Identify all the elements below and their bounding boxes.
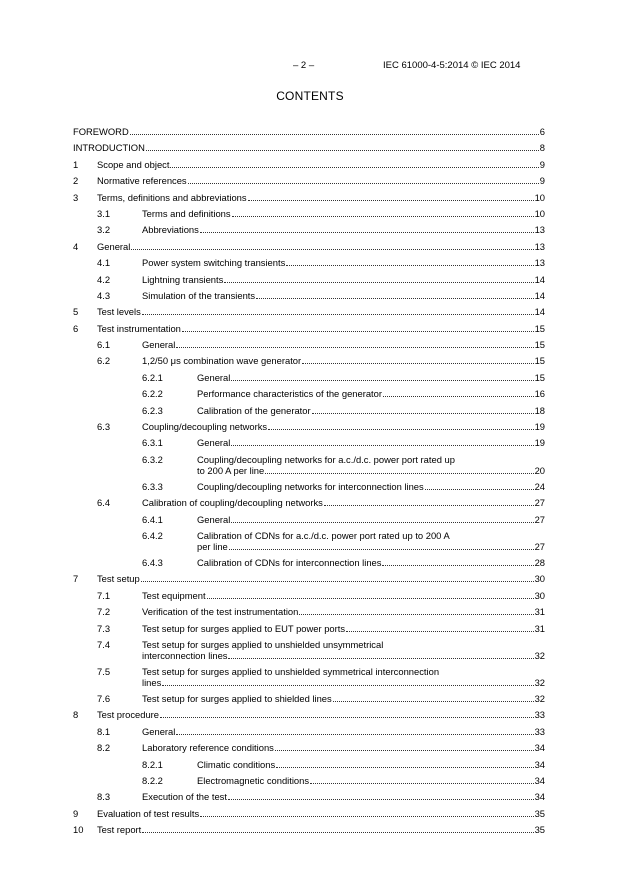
toc-entry-page: 34	[534, 774, 545, 786]
page-title: CONTENTS	[276, 89, 344, 103]
dot-leader	[207, 590, 534, 599]
toc-entry[interactable]	[73, 388, 545, 404]
dot-leader	[176, 726, 533, 735]
toc-entry[interactable]	[73, 224, 545, 240]
toc-entry-title: Execution of the test	[142, 791, 227, 803]
toc-entry-page: 30	[534, 573, 545, 585]
toc-entry-number: 8.1	[97, 725, 111, 737]
toc-entry-page: 9	[539, 175, 545, 187]
toc-entry-title-first-line: Calibration of CDNs for a.c./d.c. power port rated up to 200 A	[197, 529, 450, 541]
toc-entry-title: Coupling/decoupling networks for interconnection lines	[197, 480, 424, 492]
toc-entry-title: Scope and object	[97, 158, 170, 170]
toc-entry-number: 6.3.1	[142, 437, 163, 449]
page-number: – 2 –	[293, 60, 315, 71]
toc-entry-page: 19	[534, 421, 545, 433]
toc-entry-number: 6.4.3	[142, 556, 163, 568]
toc-entry-number: 6.4	[97, 497, 111, 509]
toc-entry-page: 28	[534, 556, 545, 568]
toc-entry[interactable]	[73, 355, 545, 371]
toc-entry[interactable]	[73, 339, 545, 355]
toc-entry-page: 13	[534, 257, 545, 269]
toc-entry-number: 7.2	[97, 606, 111, 618]
toc-entry-title: Lightning transients	[142, 273, 224, 285]
toc-entry-title: per line	[197, 540, 228, 552]
toc-entry-title: Calibration of the generator	[197, 404, 311, 416]
dot-leader	[232, 208, 534, 217]
toc-entry[interactable]	[73, 759, 545, 775]
toc-entry-page: 24	[534, 480, 545, 492]
dot-leader	[302, 355, 533, 364]
toc-entry[interactable]	[73, 824, 545, 840]
toc-entry-page: 35	[534, 807, 545, 819]
toc-entry-title: Abbreviations	[142, 224, 199, 236]
toc-entry[interactable]	[73, 159, 545, 175]
toc-entry-title: Electromagnetic conditions	[197, 774, 310, 786]
toc-entry[interactable]	[73, 775, 545, 791]
toc-entry-number: 4.1	[97, 257, 111, 269]
toc-entry-title: Simulation of the transients	[142, 289, 256, 301]
dot-leader	[188, 175, 539, 184]
toc-entry[interactable]	[73, 437, 545, 453]
toc-entry-title: Power system switching transients	[142, 257, 286, 269]
toc-entry-number: 5	[73, 306, 79, 318]
toc-entry[interactable]	[73, 126, 545, 142]
toc-entry-title: interconnection lines	[142, 649, 228, 661]
dot-leader	[141, 573, 534, 582]
dot-leader	[162, 677, 533, 686]
toc-entry-title: General	[97, 240, 131, 252]
dot-leader	[286, 257, 533, 266]
dot-leader	[248, 192, 534, 201]
toc-entry[interactable]	[73, 639, 545, 666]
dot-leader	[231, 437, 533, 446]
toc-entry[interactable]	[73, 791, 545, 807]
toc-entry-page: 32	[534, 649, 545, 661]
toc-entry-number: 8.2	[97, 742, 111, 754]
toc-entry-page: 20	[534, 464, 545, 476]
toc-entry-title: Terms, definitions and abbreviations	[97, 191, 247, 203]
toc-entry-page: 34	[534, 742, 545, 754]
toc-entry[interactable]	[73, 557, 545, 573]
toc-entry-number: 6.4.1	[142, 513, 163, 525]
toc-entry[interactable]	[73, 323, 545, 339]
toc-entry-title: 1,2/50 μs combination wave generator	[142, 355, 302, 367]
toc-entry[interactable]	[73, 808, 545, 824]
toc-entry-number: 4	[73, 240, 79, 252]
toc-entry-title: General	[197, 513, 231, 525]
toc-entry-page: 27	[534, 540, 545, 552]
toc-entry[interactable]	[73, 530, 545, 557]
toc-entry-number: 7.1	[97, 589, 111, 601]
toc-entry-page: 16	[534, 388, 545, 400]
toc-entry-page: 30	[534, 589, 545, 601]
toc-entry-title-first-line: Coupling/decoupling networks for a.c./d.c. power port rated up	[197, 453, 455, 465]
toc-entry-page: 10	[534, 191, 545, 203]
dot-leader	[265, 465, 533, 474]
dot-leader	[231, 514, 533, 523]
toc-entry-title: Calibration of coupling/decoupling networks	[142, 497, 323, 509]
toc-entry-number: 4.2	[97, 273, 111, 285]
dot-leader	[228, 650, 533, 659]
toc-entry[interactable]	[73, 421, 545, 437]
toc-entry[interactable]	[73, 454, 545, 481]
toc-entry[interactable]	[73, 497, 545, 513]
toc-entry-number: 7.6	[97, 692, 111, 704]
toc-entry-title: Performance characteristics of the generator	[197, 388, 382, 400]
toc-entry-page: 6	[539, 126, 545, 137]
dot-leader	[256, 290, 533, 299]
toc-entry-title: Test instrumentation	[97, 322, 181, 334]
toc-entry-number: 3.2	[97, 224, 111, 236]
toc-entry[interactable]	[73, 175, 545, 191]
toc-entry-number: 7.5	[97, 665, 111, 677]
toc-entry-title: lines	[142, 676, 162, 688]
toc-entry-title: Normative references	[97, 175, 187, 187]
toc-entry-page: 19	[534, 437, 545, 449]
toc-entry[interactable]	[73, 709, 545, 725]
toc-entry-title: Test procedure	[97, 709, 160, 721]
toc-entry[interactable]	[73, 274, 545, 290]
toc-entry-page: 18	[534, 404, 545, 416]
dot-leader	[142, 824, 533, 833]
toc-entry-title: Test equipment	[142, 589, 206, 601]
toc-entry-title: FOREWORD	[73, 126, 129, 137]
toc-entry-page: 8	[539, 142, 545, 154]
toc-entry-number: 6.4.2	[142, 529, 163, 541]
toc-entry[interactable]	[73, 306, 545, 322]
dot-leader	[160, 709, 534, 718]
dot-leader	[146, 142, 539, 151]
toc-entry-number: 8.3	[97, 791, 111, 803]
toc-entry-page: 14	[534, 306, 545, 318]
dot-leader	[268, 421, 533, 430]
toc-entry-page: 31	[534, 622, 545, 634]
dot-leader	[324, 497, 534, 506]
dot-leader	[131, 241, 533, 250]
table-of-contents	[73, 126, 545, 840]
dot-leader	[382, 557, 533, 566]
toc-entry-title: Evaluation of test results	[97, 807, 200, 819]
dot-leader	[299, 606, 533, 615]
toc-entry-title-first-line: Test setup for surges applied to unshielded symmetrical interconnection	[142, 665, 440, 677]
toc-entry[interactable]	[73, 290, 545, 306]
toc-entry-page: 15	[534, 339, 545, 351]
toc-entry-page: 14	[534, 289, 545, 301]
dot-leader	[176, 339, 533, 348]
toc-entry-number: 6	[73, 322, 79, 334]
toc-entry-number: 6.1	[97, 339, 111, 351]
toc-entry-number: 6.3.3	[142, 480, 163, 492]
dot-leader	[333, 693, 534, 702]
toc-entry[interactable]	[73, 372, 545, 388]
dot-leader	[275, 742, 534, 751]
toc-entry-number: 7.4	[97, 638, 111, 650]
toc-entry-page: 9	[539, 158, 545, 170]
dot-leader	[346, 623, 534, 632]
toc-entry-title: to 200 A per line	[197, 464, 265, 476]
toc-entry-title: General	[142, 725, 176, 737]
toc-entry-number: 2	[73, 175, 79, 187]
toc-entry-page: 14	[534, 273, 545, 285]
toc-entry[interactable]	[73, 623, 545, 639]
toc-entry-page: 34	[534, 791, 545, 803]
toc-entry-number: 10	[73, 824, 84, 836]
dot-leader	[231, 372, 533, 381]
toc-entry-number: 6.2	[97, 355, 111, 367]
toc-entry-number: 7	[73, 573, 79, 585]
toc-entry-title: Test report	[97, 824, 142, 836]
dot-leader	[224, 274, 533, 283]
toc-entry[interactable]	[73, 726, 545, 742]
toc-entry[interactable]	[73, 693, 545, 709]
dot-leader	[200, 808, 533, 817]
dot-leader	[228, 791, 534, 800]
toc-entry-title: Laboratory reference conditions	[142, 742, 274, 754]
toc-entry-page: 32	[534, 676, 545, 688]
toc-entry[interactable]	[73, 192, 545, 208]
toc-entry-number: 8	[73, 709, 79, 721]
toc-entry[interactable]	[73, 742, 545, 758]
toc-entry-title: Climatic conditions	[197, 758, 276, 770]
toc-entry-number: 3	[73, 191, 79, 203]
toc-entry[interactable]	[73, 208, 545, 224]
toc-entry-number: 6.3	[97, 421, 111, 433]
toc-entry-title: General	[142, 339, 176, 351]
dot-leader	[425, 481, 534, 490]
toc-entry-number: 6.2.3	[142, 404, 163, 416]
toc-entry-title: Terms and definitions	[142, 207, 231, 219]
toc-entry-title: Test setup for surges applied to shielded lines	[142, 692, 332, 704]
toc-entry[interactable]	[73, 606, 545, 622]
toc-entry-page: 32	[534, 692, 545, 704]
toc-entry-page: 34	[534, 758, 545, 770]
toc-entry-number: 3.1	[97, 207, 111, 219]
toc-entry-page: 35	[534, 824, 545, 836]
toc-entry-title: General	[197, 437, 231, 449]
toc-entry-title: Calibration of CDNs for interconnection lines	[197, 556, 382, 568]
toc-entry-page: 15	[534, 322, 545, 334]
toc-entry-page: 31	[534, 606, 545, 618]
toc-entry-number: 7.3	[97, 622, 111, 634]
toc-entry[interactable]	[73, 405, 545, 421]
toc-entry[interactable]	[73, 257, 545, 273]
dot-leader	[310, 775, 534, 784]
toc-entry[interactable]	[73, 573, 545, 589]
dot-leader	[200, 224, 534, 233]
toc-entry-number: 6.3.2	[142, 453, 163, 465]
toc-entry-number: 8.2.2	[142, 774, 163, 786]
toc-entry-title: Test setup for surges applied to EUT power ports	[142, 622, 346, 634]
toc-entry-title: INTRODUCTION	[73, 142, 145, 154]
toc-entry-title: General	[197, 371, 231, 383]
toc-entry-number: 6.2.1	[142, 371, 163, 383]
toc-entry[interactable]	[73, 142, 545, 158]
document-reference: IEC 61000-4-5:2014 © IEC 2014	[383, 60, 521, 71]
dot-leader	[276, 759, 533, 768]
toc-entry-page: 10	[534, 207, 545, 219]
toc-entry-number: 4.3	[97, 289, 111, 301]
toc-entry-page: 33	[534, 725, 545, 737]
toc-entry-title: Coupling/decoupling networks	[142, 421, 268, 433]
toc-entry[interactable]	[73, 514, 545, 530]
toc-entry-title-first-line: Test setup for surges applied to unshielded unsymmetrical	[142, 638, 384, 650]
toc-entry-page: 15	[534, 371, 545, 383]
toc-entry-page: 27	[534, 497, 545, 509]
dot-leader	[229, 541, 534, 550]
toc-entry[interactable]	[73, 590, 545, 606]
dot-leader	[312, 405, 534, 414]
dot-leader	[182, 323, 534, 332]
toc-entry-page: 13	[534, 224, 545, 236]
toc-entry-page: 13	[534, 240, 545, 252]
toc-entry[interactable]	[73, 241, 545, 257]
toc-entry-number: 6.2.2	[142, 388, 163, 400]
dot-leader	[383, 388, 534, 397]
toc-entry-number: 8.2.1	[142, 758, 163, 770]
toc-entry-title: Test setup	[97, 573, 140, 585]
toc-entry-page: 27	[534, 513, 545, 525]
toc-entry[interactable]	[73, 481, 545, 497]
toc-entry-title: Test levels	[97, 306, 141, 318]
toc-entry[interactable]	[73, 666, 545, 693]
dot-leader	[142, 306, 534, 315]
dot-leader	[170, 159, 538, 168]
dot-leader	[130, 126, 539, 135]
toc-entry-page: 33	[534, 709, 545, 721]
toc-entry-page: 15	[534, 355, 545, 367]
toc-entry-title: Verification of the test instrumentation	[142, 606, 299, 618]
toc-entry-number: 9	[73, 807, 79, 819]
toc-entry-number: 1	[73, 158, 79, 170]
